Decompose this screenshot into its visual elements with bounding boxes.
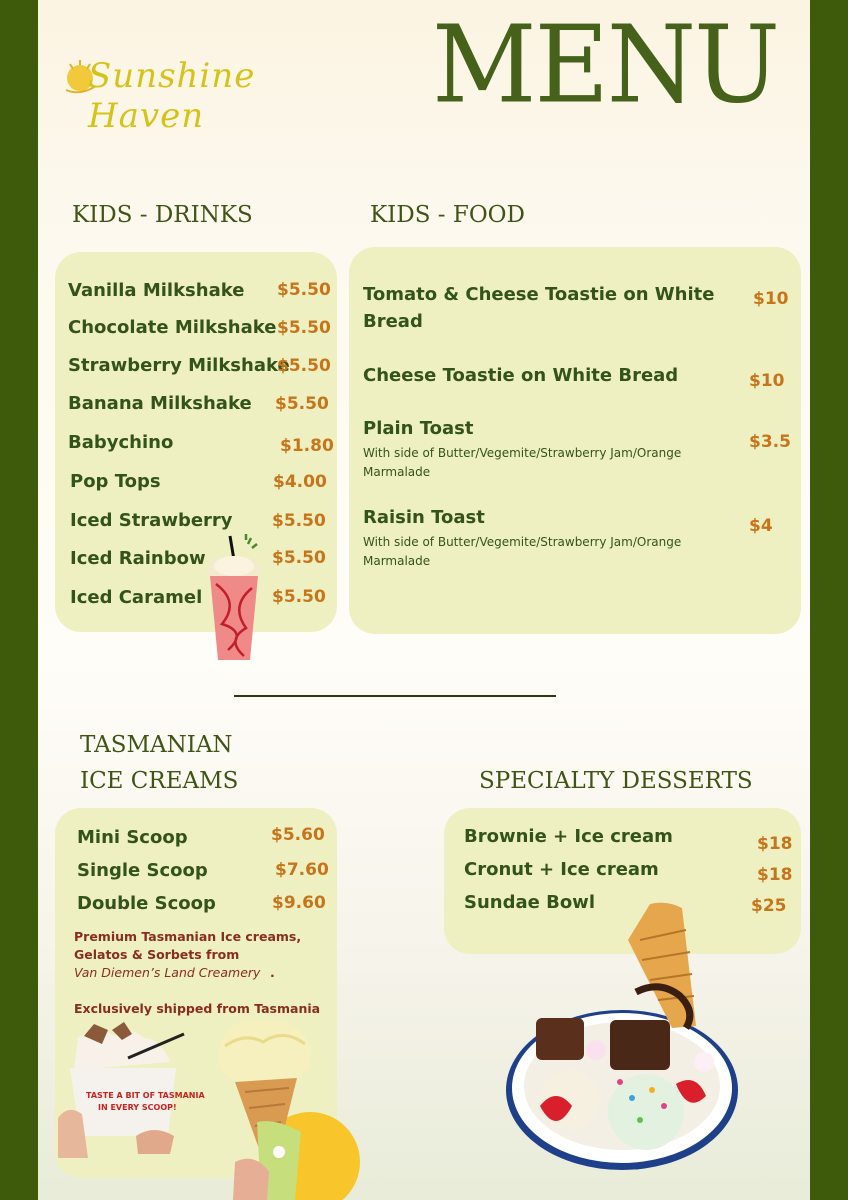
specialty-desserts-heading: SPECIALTY DESSERTS [479, 768, 753, 794]
menu-item-price: $5.50 [277, 318, 331, 338]
menu-item-name: Iced Strawberry [70, 510, 233, 531]
cup-slogan-line1: TASTE A BIT OF TASMANIA [86, 1091, 205, 1100]
menu-item-description-continued: Marmalade [363, 554, 431, 568]
menu-item-price: $10 [753, 289, 789, 309]
menu-item-price: $5.50 [275, 394, 329, 414]
menu-item-name: Vanilla Milkshake [68, 280, 245, 301]
menu-item-name: Raisin Toast [363, 507, 485, 528]
menu-item-name: Mini Scoop [77, 827, 188, 848]
ice-cream-note-shipping: Exclusively shipped from Tasmania [74, 1001, 321, 1016]
left-frame-border [0, 0, 38, 1200]
menu-item-price: $1.80 [280, 436, 334, 456]
menu-item-name: Babychino [68, 432, 174, 453]
menu-item-price: $5.50 [277, 280, 331, 300]
ice-creams-heading-line2: ICE CREAMS [80, 768, 239, 794]
menu-item-name: Double Scoop [77, 893, 216, 914]
menu-item-name: Iced Rainbow [70, 548, 206, 569]
menu-item-price: $5.50 [272, 587, 326, 607]
menu-item-name: Pop Tops [70, 471, 161, 492]
menu-item-price: $5.50 [277, 356, 331, 376]
menu-item-name: Single Scoop [77, 860, 208, 881]
kids-food-heading: KIDS - FOOD [370, 202, 525, 228]
brand-logo [58, 48, 358, 136]
sundae-bowl-image [500, 900, 750, 1172]
menu-item-name: Cheese Toastie on White Bread [363, 365, 679, 386]
section-divider [234, 695, 556, 697]
menu-item-name: Sundae Bowl [464, 892, 595, 913]
menu-item-price: $7.60 [275, 860, 329, 880]
cup-slogan-line2: IN EVERY SCOOP! [98, 1103, 177, 1112]
ice-cream-note-line2: Gelatos & Sorbets from [74, 947, 240, 962]
kids-drinks-heading: KIDS - DRINKS [72, 202, 253, 228]
menu-item-price: $18 [757, 834, 793, 854]
menu-item-price: $3.5 [749, 432, 791, 452]
menu-item-price: $9.60 [272, 893, 326, 913]
kids-food-panel [349, 247, 801, 634]
ice-cream-note-period: . [270, 965, 275, 980]
menu-item-description: With side of Butter/Vegemite/Strawberry Jam/Orange [363, 446, 682, 460]
right-frame-border [810, 0, 848, 1200]
menu-item-name: Brownie + Ice cream [464, 826, 673, 847]
menu-item-name: Iced Caramel [70, 587, 203, 608]
menu-item-name-continued: Bread [363, 311, 423, 332]
menu-item-price: $4.00 [273, 472, 327, 492]
menu-item-name: Tomato & Cheese Toastie on White [363, 284, 715, 305]
menu-item-price: $25 [751, 896, 787, 916]
menu-item-name: Strawberry Milkshake [68, 355, 290, 376]
menu-item-price: $10 [749, 371, 785, 391]
menu-item-price: $5.50 [272, 511, 326, 531]
menu-item-price: $18 [757, 865, 793, 885]
menu-item-price: $4 [749, 516, 773, 536]
ice-cream-cup-image [58, 1018, 205, 1160]
menu-item-price: $5.60 [271, 825, 325, 845]
menu-item-description: With side of Butter/Vegemite/Strawberry Jam/Orange [363, 535, 682, 549]
menu-item-price: $5.50 [272, 548, 326, 568]
page-title: MENU [432, 3, 779, 128]
ice-cream-note-line1: Premium Tasmanian Ice creams, [74, 929, 302, 944]
menu-item-name: Chocolate Milkshake [68, 317, 277, 338]
ice-cream-cone-image [205, 1012, 355, 1200]
menu-item-name: Plain Toast [363, 418, 474, 439]
menu-item-name: Banana Milkshake [68, 393, 252, 414]
ice-cream-note-creamery: Van Diemen’s Land Creamery [74, 965, 261, 980]
menu-item-name: Cronut + Ice cream [464, 859, 659, 880]
milkshake-image [200, 532, 270, 664]
ice-creams-heading-line1: TASMANIAN [80, 732, 233, 758]
brand-name: Sunshine Haven [88, 56, 256, 136]
menu-item-description-continued: Marmalade [363, 465, 431, 479]
